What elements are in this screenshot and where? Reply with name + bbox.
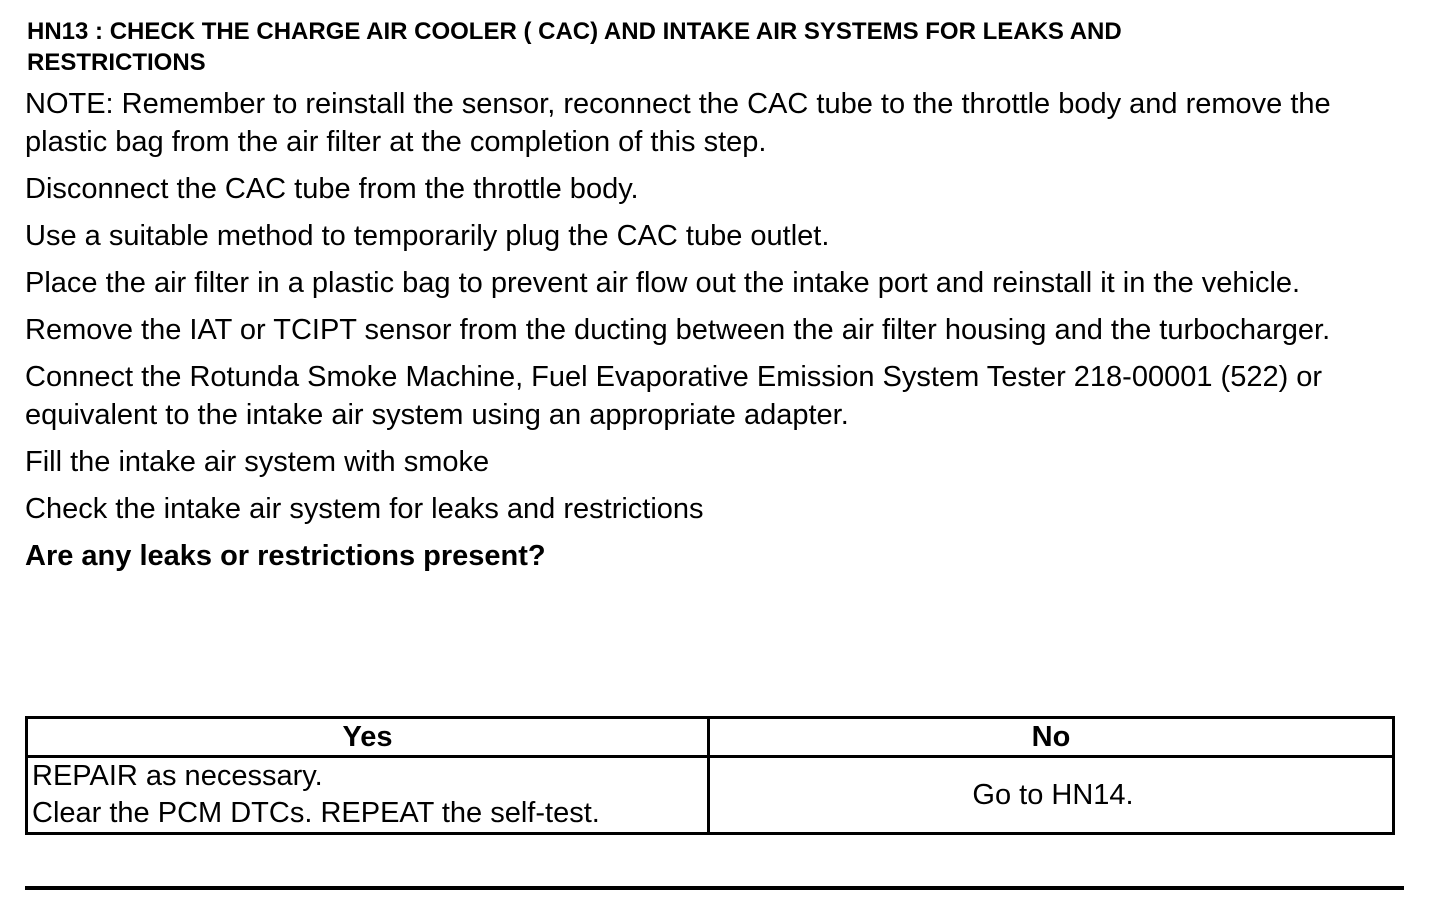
decision-table-row	[27, 757, 1394, 834]
decision-question: Are any leaks or restrictions present?	[25, 540, 546, 572]
decision-table	[25, 716, 1395, 835]
bottom-divider	[25, 886, 1404, 890]
step-bag-air-filter: Place the air filter in a plastic bag to prevent air flow out the intake port and reinstall it in the vehicle.	[25, 267, 1301, 299]
no-action-cell: Go to HN14.	[709, 757, 1394, 834]
yes-action-line-2: Clear the PCM DTCs. REPEAT the self-test.	[32, 797, 600, 829]
step-heading-line-1: HN13 : CHECK THE CHARGE AIR COOLER ( CAC) AND INTAKE AIR SYSTEMS FOR LEAKS AND	[27, 18, 1122, 45]
step-heading	[27, 16, 1405, 78]
note-paragraph: NOTE: Remember to reinstall the sensor, reconnect the CAC tube to the throttle body and remove the plastic bag from the air filter at the completion of this step.	[25, 88, 1331, 158]
step-disconnect-tube: Disconnect the CAC tube from the throttle body.	[25, 173, 639, 205]
step-heading-line-2: RESTRICTIONS	[27, 49, 206, 76]
yes-action-cell	[27, 757, 709, 834]
procedure-page	[25, 16, 1405, 575]
step-connect-smoke-machine: Connect the Rotunda Smoke Machine, Fuel Evaporative Emission System Tester 218-00001 (522) or equivalent to the intake air system using an appropriate adapter.	[25, 361, 1323, 431]
decision-table-header-row	[27, 718, 1394, 757]
step-plug-outlet: Use a suitable method to temporarily plug the CAC tube outlet.	[25, 220, 830, 252]
no-header: No	[709, 718, 1394, 757]
step-fill-smoke: Fill the intake air system with smoke	[25, 446, 490, 478]
yes-header: Yes	[27, 718, 709, 757]
step-check-leaks: Check the intake air system for leaks and restrictions	[25, 493, 704, 525]
step-remove-sensor: Remove the IAT or TCIPT sensor from the ducting between the air filter housing and the turbocharger.	[25, 314, 1331, 346]
yes-action-line-1: REPAIR as necessary.	[32, 760, 323, 792]
